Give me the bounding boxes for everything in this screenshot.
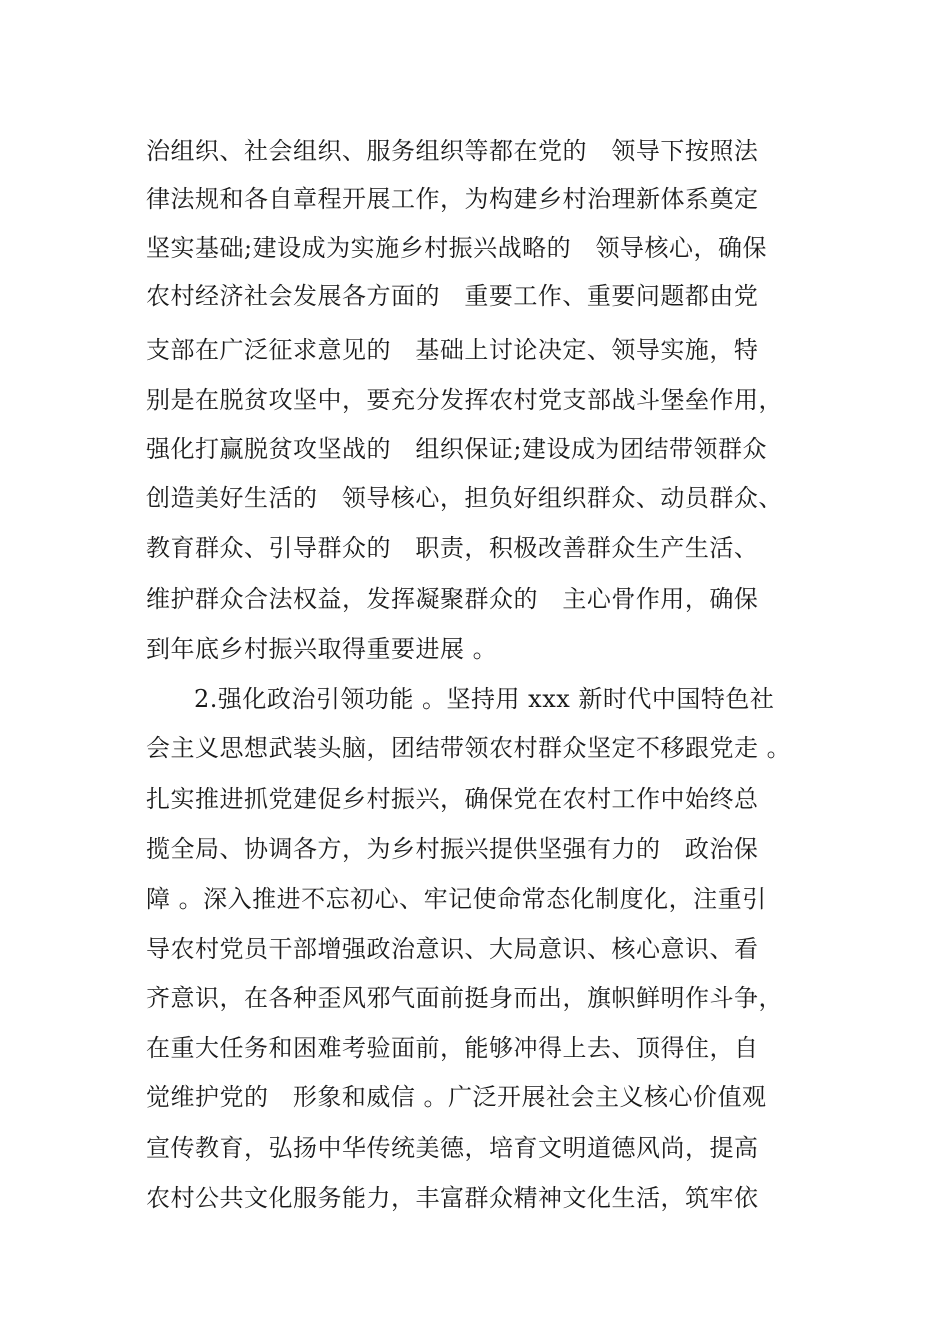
text-line: 农村经济社会发展各方面的 重要工作、重要问题都由党 <box>146 282 759 310</box>
paragraph-heading-line: 2.强化政治引领功能 。坚持用 xxx 新时代中国特色社 <box>194 685 775 713</box>
text-line: 支部在广泛征求意见的 基础上讨论决定、领导实施，特 <box>146 336 759 364</box>
text-line: 治组织、社会组织、服务组织等都在党的 领导下按照法 <box>146 137 759 165</box>
text-line: 觉维护党的 形象和威信 。广泛开展社会主义核心价值观 <box>146 1083 767 1111</box>
text-line: 扎实推进抓党建促乡村振兴，确保党在农村工作中始终总 <box>146 785 759 813</box>
text-line: 律法规和各自章程开展工作，为构建乡村治理新体系奠定 <box>146 185 759 213</box>
text-line: 齐意识，在各种歪风邪气面前挺身而出，旗帜鲜明作斗争， <box>146 984 783 1012</box>
text-line: 障 。深入推进不忘初心、牢记使命常态化制度化，注重引 <box>146 885 767 913</box>
text-line: 揽全局、协调各方，为乡村振兴提供坚强有力的 政治保 <box>146 835 759 863</box>
text-line: 维护群众合法权益，发挥凝聚群众的 主心骨作用，确保 <box>146 585 759 613</box>
text-line: 在重大任务和困难考验面前，能够冲得上去、顶得住，自 <box>146 1034 759 1062</box>
text-line: 农村公共文化服务能力，丰富群众精神文化生活，筑牢依 <box>146 1184 759 1212</box>
text-line: 坚实基础;建设成为实施乡村振兴战略的 领导核心，确保 <box>146 234 767 262</box>
text-line: 导农村党员干部增强政治意识、大局意识、核心意识、看 <box>146 935 759 963</box>
text-line: 别是在脱贫攻坚中，要充分发挥农村党支部战斗堡垒作用， <box>146 386 783 414</box>
text-line: 宣传教育，弘扬中华传统美德，培育文明道德风尚，提高 <box>146 1134 759 1162</box>
text-line: 强化打赢脱贫攻坚战的 组织保证;建设成为团结带领群众 <box>146 435 767 463</box>
text-line: 教育群众、引导群众的 职责，积极改善群众生产生活、 <box>146 534 759 562</box>
text-line: 创造美好生活的 领导核心，担负好组织群众、动员群众、 <box>146 484 783 512</box>
text-line: 到年底乡村振兴取得重要进展 。 <box>146 635 498 663</box>
text-line: 会主义思想武装头脑，团结带领农村群众坚定不移跟党走 。 <box>146 734 792 762</box>
